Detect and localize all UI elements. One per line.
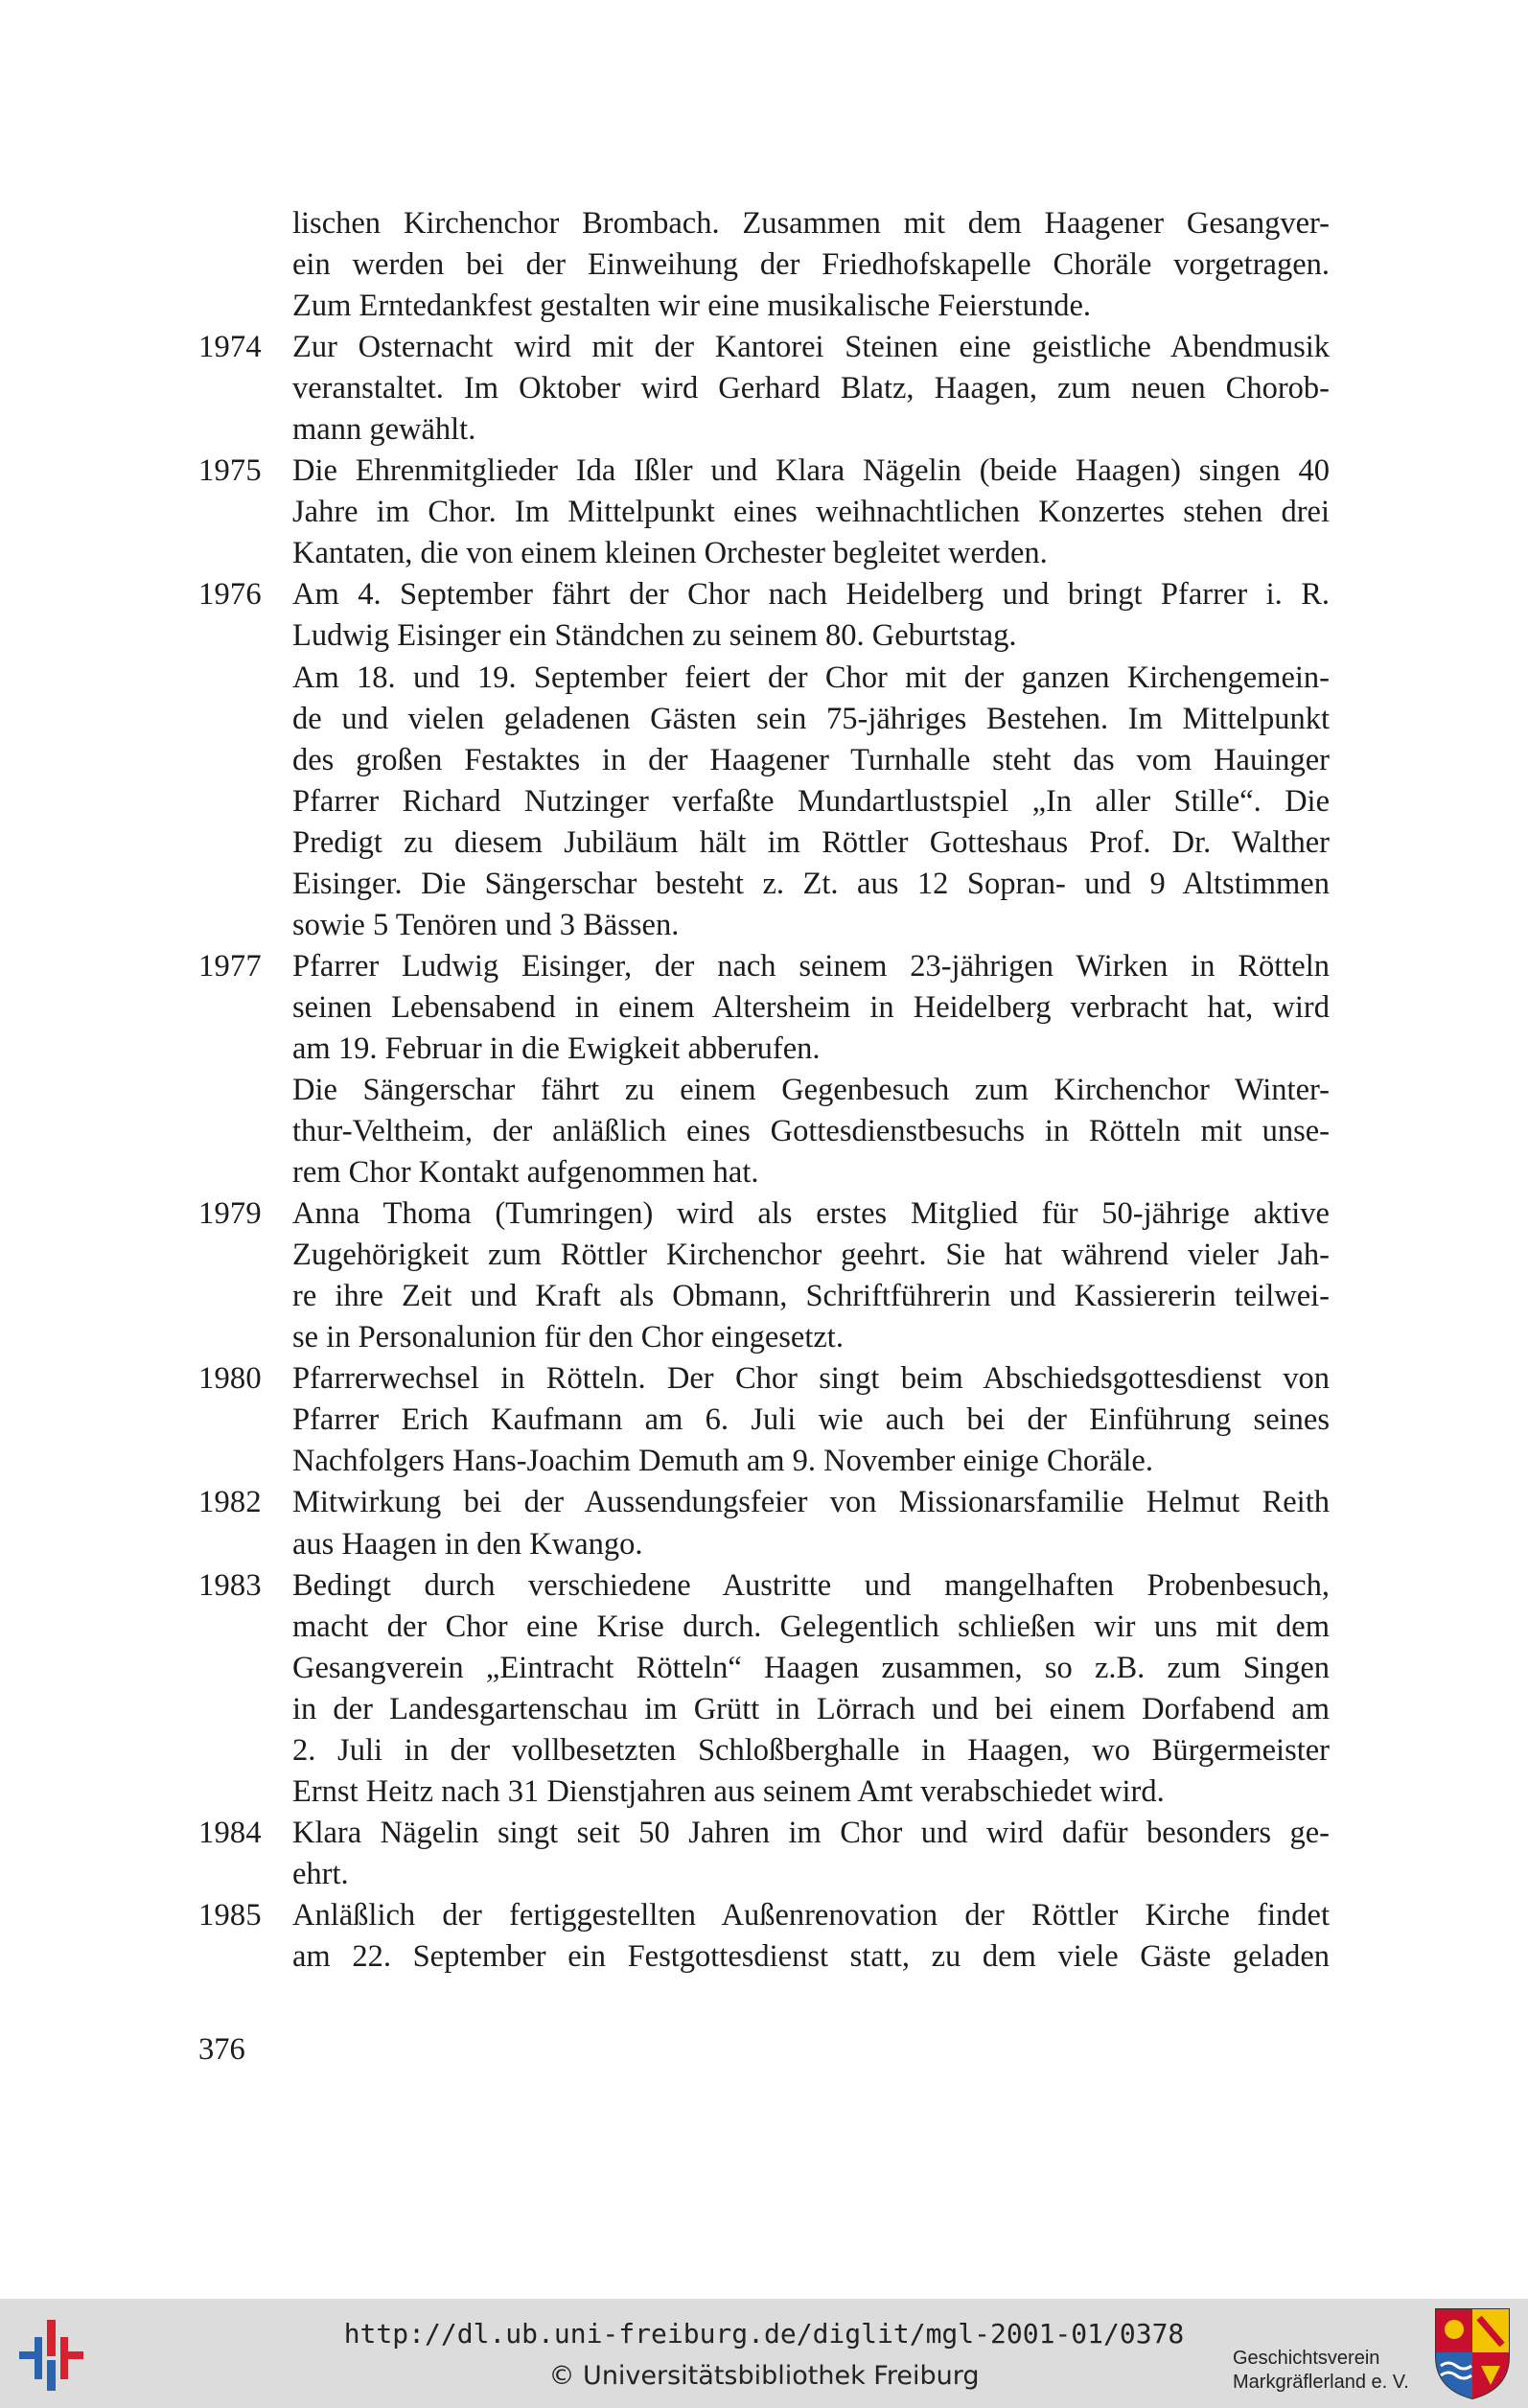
page-number: 376 (198, 2032, 245, 2067)
text-line: macht der Chor eine Krise durch. Gelegentlich schließen wir uns mit dem (292, 1609, 1330, 1644)
text-line: am 22. September ein Festgottesdienst statt, zu dem viele Gäste geladen (292, 1938, 1330, 1974)
entry-year: 1979 (198, 1196, 262, 1232)
entry-text (292, 1193, 1330, 1358)
text-line: Am 18. und 19. September feiert der Chor mit der ganzen Kirchengemein- (292, 660, 1330, 695)
footer-copyright: © Universitätsbibliothek Freiburg (548, 2361, 980, 2391)
entry-year: 1982 (198, 1485, 262, 1520)
chronicle-entry (198, 1070, 1330, 1193)
chronicle-entry (198, 946, 1330, 1070)
text-line: des großen Festaktes in der Haagener Turnhalle steht das vom Hauinger (292, 742, 1330, 777)
chronicle-entry (198, 574, 1330, 657)
text-line: Zum Erntedankfest gestalten wir eine musikalische Feierstunde. (292, 289, 1092, 324)
society-name-line: Markgräflerland e. V. (1233, 2372, 1409, 2393)
text-line: Kantaten, die von einem kleinen Orchester begleitet werden. (292, 536, 1048, 571)
chronicle-entry (198, 451, 1330, 574)
text-line: aus Haagen in den Kwango. (292, 1526, 643, 1562)
text-line: seinen Lebensabend in einem Altersheim in Heidelberg verbracht hat, wird (292, 989, 1330, 1025)
text-line: Anläßlich der fertiggestellten Außenrenovation der Röttler Kirche findet (292, 1897, 1330, 1933)
entry-text (292, 1565, 1330, 1813)
chronicle-entry (198, 1358, 1330, 1482)
text-line: Jahre im Chor. Im Mittelpunkt eines weihnachtlichen Konzertes stehen drei (292, 495, 1330, 530)
entry-text (292, 451, 1330, 574)
chronicle-entry (198, 327, 1330, 451)
entry-text (292, 1482, 1330, 1564)
chronicle-entry (198, 1565, 1330, 1813)
footer-bar (0, 2299, 1528, 2408)
text-line: ein werden bei der Einweihung der Friedhofskapelle Choräle vorgetragen. (292, 247, 1330, 283)
text-line: Am 4. September fährt der Chor nach Heidelberg und bringt Pfarrer i. R. (292, 577, 1330, 613)
entry-year: 1984 (198, 1815, 262, 1850)
entry-text (292, 658, 1330, 946)
text-line: Pfarrerwechsel in Rötteln. Der Chor singt beim Abschiedsgottesdienst von (292, 1361, 1330, 1397)
text-line: Bedingt durch verschiedene Austritte und mangelhaften Probenbesuch, (292, 1567, 1330, 1603)
chronicle-entry (198, 658, 1330, 946)
society-name-line: Geschichtsverein (1233, 2348, 1380, 2369)
entry-text (292, 1358, 1330, 1482)
text-line: de und vielen geladenen Gästen sein 75-jähriges Bestehen. Im Mittelpunkt (292, 701, 1330, 736)
text-line: thur-Veltheim, der anläßlich eines Gottesdienstbesuchs in Rötteln mit unse- (292, 1114, 1330, 1149)
text-line: veranstaltet. Im Oktober wird Gerhard Blatz, Haagen, zum neuen Chorob- (292, 371, 1330, 406)
text-line: mann gewählt. (292, 412, 476, 448)
entry-text (292, 946, 1330, 1070)
entry-text (292, 574, 1330, 657)
text-line: in der Landesgartenschau im Grütt in Lörrach und bei einem Dorfabend am (292, 1691, 1330, 1726)
text-line: ehrt. (292, 1856, 349, 1891)
text-line: Pfarrer Erich Kaufmann am 6. Juli wie auch bei der Einführung seines (292, 1402, 1330, 1438)
entry-text (292, 1813, 1330, 1895)
text-line: re ihre Zeit und Kraft als Obmann, Schriftführerin und Kassiererin teilwei- (292, 1279, 1330, 1314)
entry-year: 1976 (198, 577, 262, 613)
text-line: lischen Kirchenchor Brombach. Zusammen mit dem Haagener Gesangver- (292, 206, 1330, 241)
entry-text (292, 203, 1330, 327)
text-line: sowie 5 Tenören und 3 Bässen. (292, 907, 680, 942)
text-line: Ludwig Eisinger ein Ständchen zu seinem 80. Geburtstag. (292, 618, 1017, 654)
chronicle-entry (198, 1895, 1330, 1978)
society-name (1233, 2347, 1424, 2395)
text-line: 2. Juli in der vollbesetzten Schloßberghalle in Haagen, wo Bürgermeister (292, 1732, 1330, 1768)
text-line: Die Ehrenmitglieder Ida Ißler und Klara Nägelin (beide Haagen) singen 40 (292, 453, 1330, 489)
text-line: se in Personalunion für den Chor eingesetzt. (292, 1320, 844, 1355)
text-line: Nachfolgers Hans-Joachim Demuth am 9. November einige Choräle. (292, 1444, 1153, 1479)
entry-year: 1975 (198, 453, 262, 489)
coat-of-arms-icon (1433, 2306, 1512, 2400)
text-line: Pfarrer Richard Nutzinger verfaßte Mundartlustspiel „In aller Stille“. Die (292, 783, 1330, 819)
chronicle-entry (198, 1482, 1330, 1564)
text-line: Pfarrer Ludwig Eisinger, der nach seinem 23-jährigen Wirken in Rötteln (292, 948, 1330, 984)
text-line: Zugehörigkeit zum Röttler Kirchenchor geehrt. Sie hat während vieler Jah- (292, 1238, 1330, 1273)
entry-text (292, 1895, 1330, 1978)
text-line: am 19. Februar in die Ewigkeit abberufen. (292, 1030, 821, 1066)
text-line: Die Sängerschar fährt zu einem Gegenbesuch zum Kirchenchor Winter- (292, 1072, 1330, 1107)
chronicle-entry (198, 203, 1330, 327)
text-line: Ernst Heitz nach 31 Dienstjahren aus seinem Amt verabschiedet wird. (292, 1773, 1165, 1809)
entry-year: 1980 (198, 1361, 262, 1397)
text-line: Eisinger. Die Sängerschar besteht z. Zt. aus 12 Sopran- und 9 Altstimmen (292, 866, 1330, 901)
chronicle-entry (198, 1193, 1330, 1358)
chronicle-text (198, 203, 1330, 1978)
chronicle-entry (198, 1813, 1330, 1895)
text-line: Predigt zu diesem Jubiläum hält im Röttler Gotteshaus Prof. Dr. Walther (292, 824, 1330, 860)
text-line: Zur Osternacht wird mit der Kantorei Steinen eine geistliche Abendmusik (292, 330, 1330, 365)
entry-year: 1983 (198, 1567, 262, 1603)
entry-text (292, 327, 1330, 451)
entry-year: 1974 (198, 330, 262, 365)
entry-year: 1977 (198, 948, 262, 984)
footer-url-link[interactable]: http://dl.ub.uni-freiburg.de/diglit/mgl-2001-01/0378 (343, 2318, 1185, 2350)
entry-text (292, 1070, 1330, 1193)
entry-year: 1985 (198, 1897, 262, 1933)
text-line: Mitwirkung bei der Aussendungsfeier von Missionarsfamilie Helmut Reith (292, 1485, 1330, 1520)
text-line: Gesangverein „Eintracht Rötteln“ Haagen zusammen, so z.B. zum Singen (292, 1650, 1330, 1685)
text-line: Klara Nägelin singt seit 50 Jahren im Chor und wird dafür besonders ge- (292, 1815, 1330, 1850)
text-line: rem Chor Kontakt aufgenommen hat. (292, 1155, 759, 1191)
text-line: Anna Thoma (Tumringen) wird als erstes Mitglied für 50-jährige aktive (292, 1196, 1330, 1232)
